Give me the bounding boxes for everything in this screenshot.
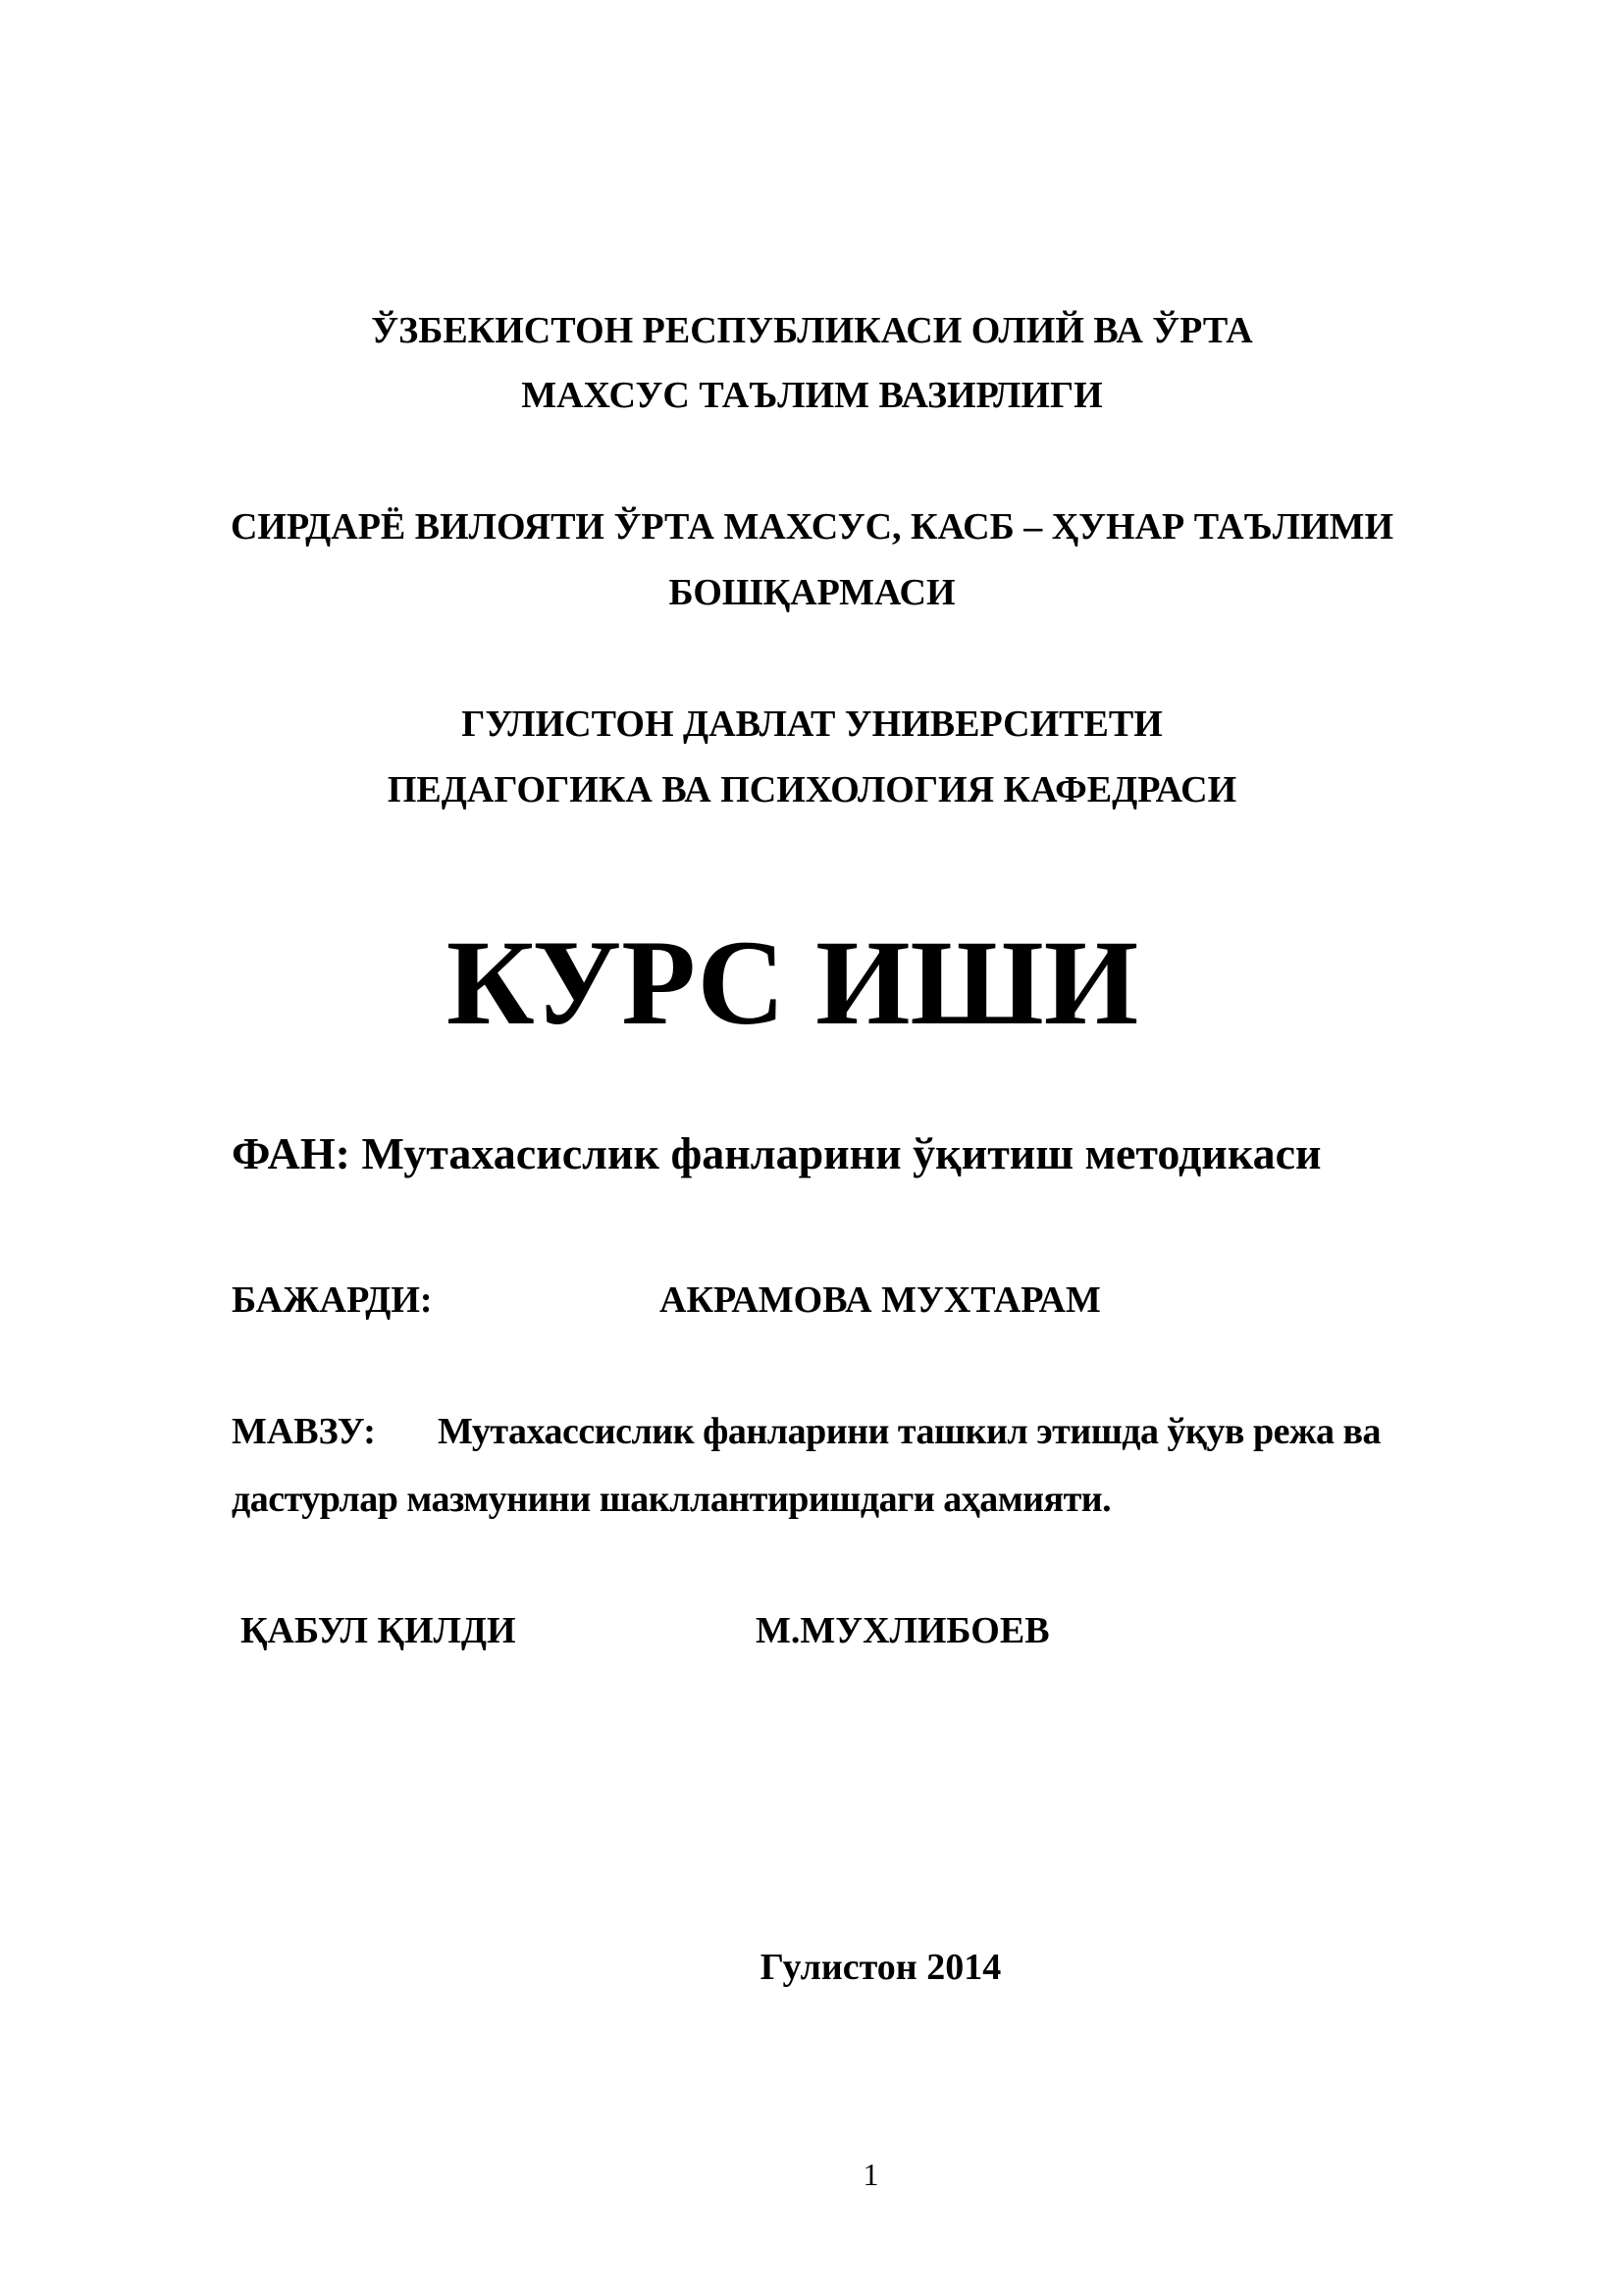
- ministry-line-1: ЎЗБЕКИСТОН РЕСПУБЛИКАСИ ОЛИЙ ВА ЎРТА: [371, 310, 1253, 351]
- accepted-value: М.МУХЛИБОЕВ: [756, 1610, 1050, 1651]
- performer-value: АКРАМОВА МУХТАРАМ: [659, 1279, 1101, 1321]
- region-line-2: БОШҚАРМАСИ: [668, 572, 956, 613]
- region-line-1: СИРДАРЁ ВИЛОЯТИ ЎРТА МАХСУС, КАСБ – ҲУНАР ТАЪЛИМИ: [230, 506, 1394, 548]
- topic-label: МАВЗУ:: [232, 1411, 376, 1452]
- subject-row: [232, 1128, 1322, 1178]
- subject-value: Мутахасислик фанларини ўқитиш методикаси: [361, 1128, 1322, 1178]
- subject-label: ФАН:: [232, 1128, 350, 1178]
- accepted-label: ҚАБУЛ ҚИЛДИ: [240, 1610, 516, 1651]
- department-line: ПЕДАГОГИКА ВА ПСИХОЛОГИЯ КАФЕДРАСИ: [387, 769, 1237, 810]
- topic-value-line-1: Мутахассислик фанларини ташкил этишда ўқув режа ва: [438, 1411, 1382, 1452]
- document-title: КУРС ИШИ: [445, 915, 1139, 1050]
- topic-value-line-2: дастурлар мазмунини шакллантиришдаги аҳамияти.: [232, 1479, 1112, 1520]
- page-number: 1: [863, 2157, 879, 2192]
- place-year: Гулистон 2014: [760, 1947, 1002, 1988]
- ministry-line-2: МАХСУС ТАЪЛИМ ВАЗИРЛИГИ: [521, 375, 1103, 416]
- university-line-1: ГУЛИСТОН ДАВЛАТ УНИВЕРСИТЕТИ: [461, 704, 1163, 745]
- performer-label: БАЖАРДИ:: [232, 1279, 433, 1321]
